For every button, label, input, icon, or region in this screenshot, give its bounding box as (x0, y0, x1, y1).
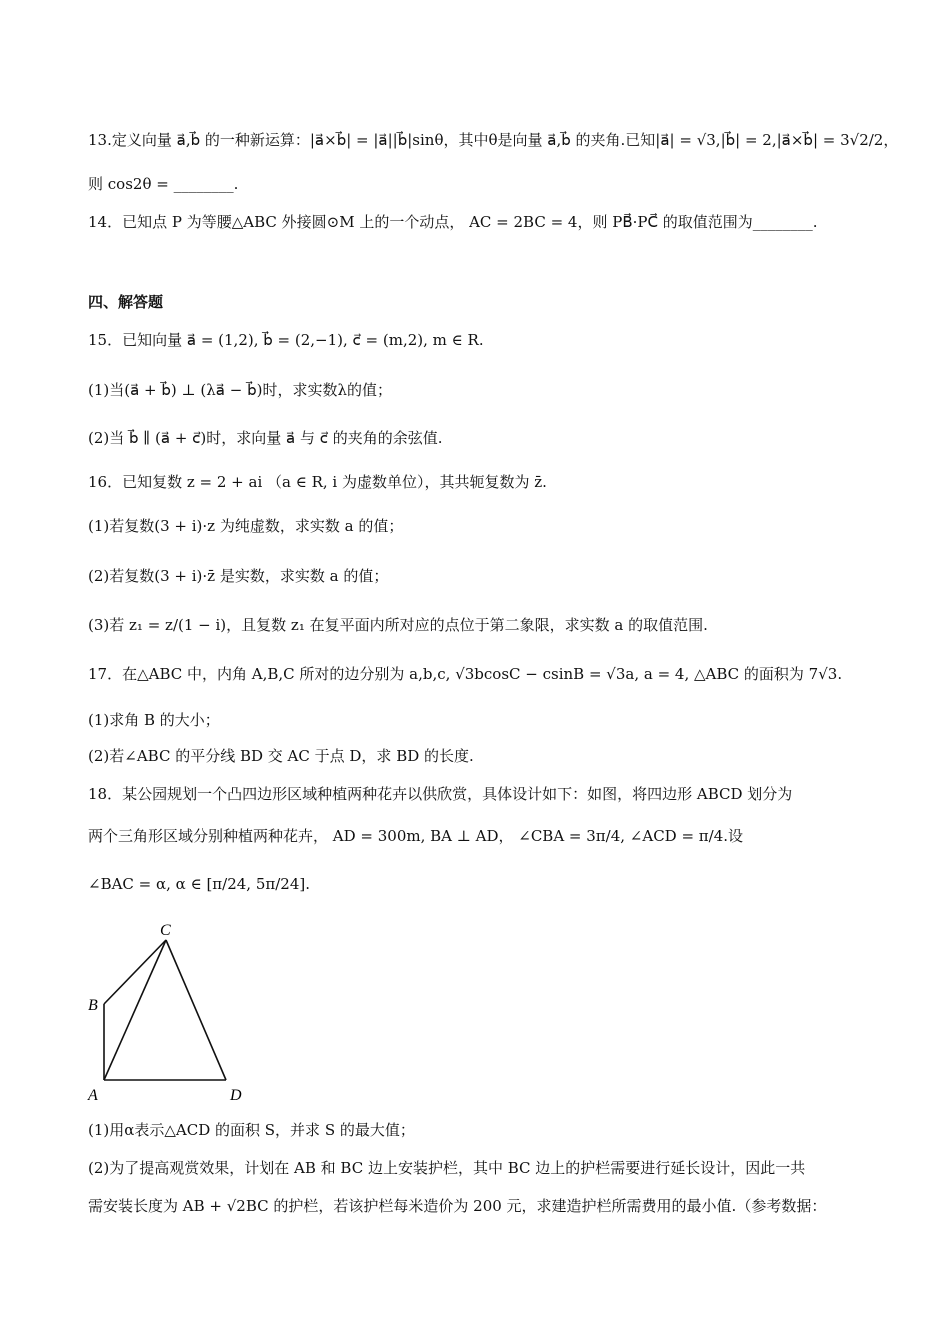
line-q18-cont2: ∠BAC = α, α ∈ [π/24, 5π/24]. (88, 875, 310, 893)
section-heading: 四、解答题 (88, 293, 164, 311)
edge-cd (166, 940, 226, 1080)
line-q15-2: (2)当 b⃗ ∥ (a⃗ + c⃗)时，求向量 a⃗ 与 c⃗ 的夹角的余弦值. (88, 429, 443, 447)
line-q16-3: (3)若 z₁ = z/(1 − i)，且复数 z₁ 在复平面内所对应的点位于第二象限，求实数 a 的取值范围. (88, 616, 708, 634)
diagonal-ac (104, 940, 166, 1080)
line-q16-1: (1)若复数(3 + i)·z 为纯虚数，求实数 a 的值； (88, 517, 404, 535)
line-q13: 13.定义向量 a⃗,b⃗ 的一种新运算：|a⃗×b⃗| = |a⃗||b⃗|sinθ，其中θ是向量 a⃗,b⃗ 的夹角.已知|a⃗| = √3,|b⃗| = 2,|a⃗×b⃗| = 3√2/2， (88, 131, 899, 149)
line-q16: 16．已知复数 z = 2 + ai （a ∈ R, i 为虚数单位），其共轭复数为 z̄. (88, 473, 547, 491)
edge-bc (104, 940, 166, 1004)
line-q16-2: (2)若复数(3 + i)·z̄ 是实数，求实数 a 的值； (88, 567, 389, 585)
line-q18-2-cont: 需安装长度为 AB + √2BC 的护栏，若该护栏每米造价为 200 元，求建造护栏所需费用的最小值.（参考数据： (88, 1197, 827, 1215)
line-q17-2: (2)若∠ABC 的平分线 BD 交 AC 于点 D，求 BD 的长度. (88, 747, 474, 765)
line-q18-cont: 两个三角形区域分别种植两种花卉， AD = 300m, BA ⊥ AD， ∠CBA = 3π/4, ∠ACD = π/4.设 (88, 827, 744, 845)
vertex-label-c: C (160, 922, 171, 939)
vertex-label-b: B (88, 997, 98, 1014)
line-q17-1: (1)求角 B 的大小； (88, 711, 220, 729)
vertex-label-a: A (88, 1087, 98, 1104)
line-q18-2: (2)为了提高观赏效果，计划在 AB 和 BC 边上安装护栏，其中 BC 边上的护栏需要进行延长设计，因此一共 (88, 1159, 806, 1177)
line-q15: 15．已知向量 a⃗ = (1,2), b⃗ = (2,−1), c⃗ = (m,2), m ∈ R. (88, 331, 484, 349)
line-q13-answer: 则 cos2θ = ________. (88, 175, 239, 193)
line-q17: 17．在△ABC 中，内角 A,B,C 所对的边分别为 a,b,c, √3bcosC − csinB = √3a, a = 4, △ABC 的面积为 7√3. (88, 665, 843, 683)
vertex-label-d: D (230, 1087, 242, 1104)
line-q18-1: (1)用α表示△ACD 的面积 S，并求 S 的最大值； (88, 1121, 415, 1139)
quadrilateral-diagram (80, 918, 280, 1108)
line-q18: 18．某公园规划一个凸四边形区域种植两种花卉以供欣赏，具体设计如下：如图，将四边形 ABCD 划分为 (88, 785, 793, 803)
line-q14: 14．已知点 P 为等腰△ABC 外接圆⊙M 上的一个动点， AC = 2BC = 4，则 PB⃗·PC⃗ 的取值范围为________. (88, 213, 818, 231)
line-q15-1: (1)当(a⃗ + b⃗) ⊥ (λa⃗ − b⃗)时，求实数λ的值； (88, 381, 392, 399)
